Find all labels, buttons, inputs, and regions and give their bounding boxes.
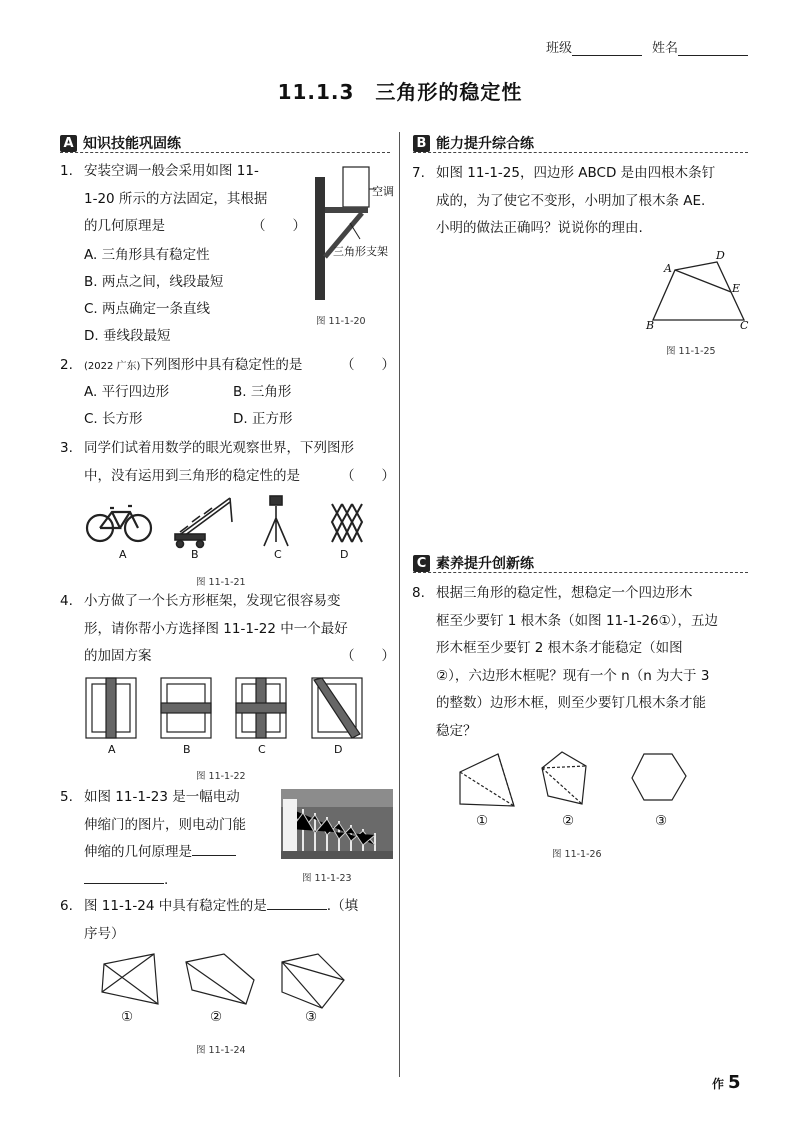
q5-blank-1[interactable] xyxy=(192,841,236,856)
q4-number: 4. xyxy=(60,593,73,609)
fig26-quadrilateral xyxy=(460,754,514,806)
section-c-title: 素养提升创新练 xyxy=(436,556,534,572)
q2-option-d[interactable]: D. 正方形 xyxy=(233,411,293,427)
caption-11-1-22: 图 11-1-22 xyxy=(196,771,246,782)
q7-line: 如图 11-1-25，四边形 ABCD 是由四根木条钉 xyxy=(436,165,716,181)
q1-options xyxy=(84,242,223,350)
caption-11-1-20: 图 11-1-20 xyxy=(316,316,366,327)
q8-label-2: ② xyxy=(562,813,575,829)
question-6 xyxy=(60,893,395,948)
q2-option-b[interactable]: B. 三角形 xyxy=(233,384,292,400)
section-c-badge: C xyxy=(413,555,430,572)
bicycle-icon xyxy=(87,506,151,541)
q3-number: 3. xyxy=(60,440,73,456)
q4-label-c: C xyxy=(258,743,266,756)
question-2 xyxy=(60,352,395,381)
tripod-icon xyxy=(264,496,288,546)
name-blank[interactable] xyxy=(678,41,748,56)
question-1 xyxy=(60,158,310,241)
question-3 xyxy=(60,435,395,490)
q7-point-e: E xyxy=(732,282,741,295)
class-label: 班级 xyxy=(546,41,573,56)
frame-option-c xyxy=(236,678,286,738)
section-b-header xyxy=(413,133,534,153)
question-7 xyxy=(412,160,757,243)
q1-answer-paren[interactable]: （ ） xyxy=(252,218,306,234)
section-b-title: 能力提升综合练 xyxy=(436,136,534,152)
q1-fig-label-bracket: 三角形支架 xyxy=(333,245,388,258)
q6-text-b: .（填 xyxy=(326,898,359,914)
q6-label-1: ① xyxy=(121,1009,134,1025)
class-blank[interactable] xyxy=(572,41,642,56)
section-b-badge: B xyxy=(413,135,430,152)
q5-line: 如图 11-1-23 是一幅电动 xyxy=(84,789,240,805)
fig26-hexagon xyxy=(632,754,686,800)
q5-line: 伸缩的几何原理是 xyxy=(84,844,192,860)
q2-source: (2022 广东) xyxy=(84,361,141,372)
fig26-pentagon xyxy=(542,752,586,804)
q2-option-c[interactable]: C. 长方形 xyxy=(84,411,143,427)
fig24-shape-2 xyxy=(186,954,254,1004)
fig24-shape-1 xyxy=(102,954,158,1004)
q3-label-c: C xyxy=(274,548,282,561)
section-a-header xyxy=(60,133,181,153)
q1-option-d[interactable]: D. 垂线段最短 xyxy=(84,328,171,344)
scissor-gate-icon xyxy=(332,504,362,542)
q8-label-3: ③ xyxy=(655,813,668,829)
q2-option-a[interactable]: A. 平行四边形 xyxy=(84,384,170,400)
q6-text-c: 序号） xyxy=(84,925,125,942)
figure-11-1-22 xyxy=(86,676,366,742)
q6-text-a: 图 11-1-24 中具有稳定性的是 xyxy=(84,898,267,914)
name-field xyxy=(652,37,748,56)
crane-icon xyxy=(175,498,232,548)
page-footer xyxy=(712,1072,741,1093)
q6-label-2: ② xyxy=(210,1009,223,1025)
q1-line: 1-20 所示的方法固定，其根据 xyxy=(84,190,268,207)
q7-number: 7. xyxy=(412,165,425,181)
question-5 xyxy=(60,784,280,894)
q7-point-c: C xyxy=(740,319,749,332)
q1-option-b[interactable]: B. 两点之间，线段最短 xyxy=(84,274,224,290)
caption-11-1-25: 图 11-1-25 xyxy=(666,346,716,357)
section-c-rule xyxy=(413,572,748,573)
q4-label-a: A xyxy=(108,743,116,756)
q4-line: 形，请你帮小方选择图 11-1-22 中一个最好 xyxy=(84,620,348,637)
page-title: 11.1.3 三角形的稳定性 xyxy=(277,80,523,104)
q5-blank-2[interactable] xyxy=(84,869,164,884)
page-number: 5 xyxy=(728,1072,741,1093)
q8-line: ②），六边形木框呢？现有一个 n（n 为大于 3 xyxy=(436,667,710,684)
class-field xyxy=(546,37,642,56)
q7-point-d: D xyxy=(716,249,725,262)
name-label: 姓名 xyxy=(652,41,679,56)
q1-number: 1. xyxy=(60,163,73,179)
q5-end: . xyxy=(164,871,169,888)
bracket-pointer xyxy=(350,223,360,239)
q4-line: 小方做了一个长方形框架，发现它很容易变 xyxy=(84,593,341,609)
q6-number: 6. xyxy=(60,898,73,914)
q4-label-b: B xyxy=(183,743,191,756)
q1-option-c[interactable]: C. 两点确定一条直线 xyxy=(84,301,211,317)
wall-shape xyxy=(315,177,325,300)
section-b-rule xyxy=(413,152,748,153)
q2-answer-paren[interactable]: （ ） xyxy=(341,357,395,373)
q4-answer-paren[interactable]: （ ） xyxy=(341,648,395,664)
q7-point-b: B xyxy=(646,319,655,332)
q3-answer-paren[interactable]: （ ） xyxy=(341,467,395,484)
column-divider xyxy=(399,132,400,1077)
frame-option-b xyxy=(161,678,211,738)
q6-label-3: ③ xyxy=(305,1009,318,1025)
q8-line: 形木框至少要钉 2 根木条才能稳定（如图 xyxy=(436,640,683,656)
q8-line: 根据三角形的稳定性，想稳定一个四边形木 xyxy=(436,585,693,601)
section-c-header xyxy=(413,553,534,573)
q3-line: 中，没有运用到三角形的稳定性的是 xyxy=(84,467,300,484)
q7-line: 小明的做法正确吗？说说你的理由. xyxy=(436,220,643,236)
q8-line: 稳定？ xyxy=(436,722,477,739)
q5-line: 伸缩门的图片，则电动门能 xyxy=(84,816,246,833)
q8-line: 框至少要钉 1 根木条（如图 11-1-26①），五边 xyxy=(436,612,719,629)
q1-line: 的几何原理是 xyxy=(84,218,165,234)
q5-number: 5. xyxy=(60,789,73,805)
q4-line: 的加固方案 xyxy=(84,648,152,664)
figure-11-1-24 xyxy=(96,952,356,1010)
q6-blank[interactable] xyxy=(267,895,327,910)
q7-line: 成的，为了使它不变形，小明加了根木条 AE. xyxy=(436,192,706,209)
q3-label-a: A xyxy=(119,548,127,561)
question-8 xyxy=(412,580,757,745)
figure-11-1-23-gate-photo xyxy=(281,789,393,859)
caption-11-1-21: 图 11-1-21 xyxy=(196,577,246,588)
section-a-badge: A xyxy=(60,135,77,152)
figure-11-1-26 xyxy=(452,750,722,812)
section-a-title: 知识技能巩固练 xyxy=(83,136,181,152)
q3-label-b: B xyxy=(191,548,199,561)
frame-option-a xyxy=(86,678,136,738)
caption-11-1-26: 图 11-1-26 xyxy=(552,849,602,860)
fig24-shape-3 xyxy=(282,954,344,1008)
q2-text: 下列图形中具有稳定性的是 xyxy=(140,357,303,373)
footer-prefix: 作 xyxy=(712,1077,725,1091)
q3-line: 同学们试着用数学的眼光观察世界，下列图形 xyxy=(84,440,354,456)
q1-line: 安装空调一般会采用如图 11- xyxy=(84,163,259,179)
bracket-top xyxy=(325,207,368,213)
q1-fig-label-ac: 空调 xyxy=(372,185,394,198)
ac-unit-shape xyxy=(343,167,369,207)
q8-line: 的整数）边形木框，则至少要钉几根木条才能 xyxy=(436,695,706,711)
q1-option-a[interactable]: A. 三角形具有稳定性 xyxy=(84,247,210,263)
q3-label-d: D xyxy=(340,548,349,561)
q7-point-a: A xyxy=(664,262,672,275)
caption-11-1-23: 图 11-1-23 xyxy=(302,873,352,884)
q2-number: 2. xyxy=(60,357,73,373)
section-a-rule xyxy=(60,152,390,153)
question-4 xyxy=(60,588,395,671)
q4-label-d: D xyxy=(334,743,343,756)
caption-11-1-24: 图 11-1-24 xyxy=(196,1045,246,1056)
q8-label-1: ① xyxy=(476,813,489,829)
frame-option-d xyxy=(312,678,362,738)
q8-number: 8. xyxy=(412,585,425,601)
